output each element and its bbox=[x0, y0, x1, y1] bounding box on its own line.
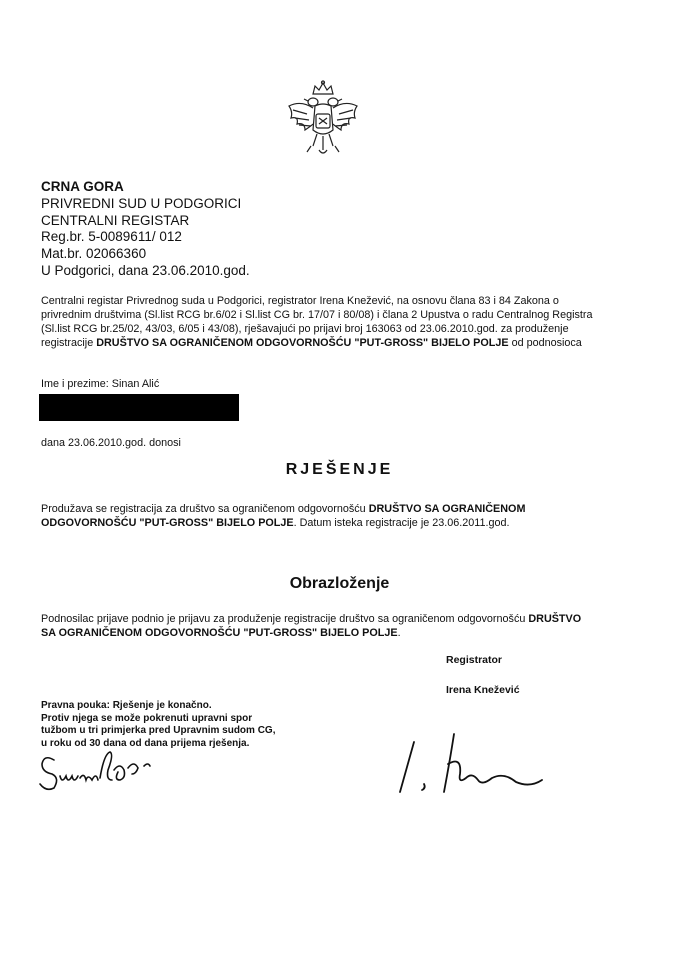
country-name: CRNA GORA bbox=[41, 179, 124, 194]
decision-paragraph bbox=[41, 502, 641, 530]
applicant-signature bbox=[34, 740, 174, 795]
registrar-name: Irena Knežević bbox=[446, 684, 520, 696]
registrar-signature bbox=[392, 730, 552, 800]
intro-line: (Sl.list RCG br.25/02, 43/03, 6/05 i 43/08), rješavajući po prijavi broj 163063 od 23.06.2010.god. za produženje bbox=[41, 323, 569, 335]
intro-line: privrednim društvima (Sl.list RCG br.6/02 i Sl.list CG br. 17/07 i 80/08) i člana 2 Upustva o radu Centralnog Registra bbox=[41, 309, 593, 321]
company-name: DRUŠTVO SA OGRANIČENOM bbox=[368, 503, 526, 515]
intro-paragraph bbox=[41, 294, 636, 350]
legal-notice-line: Pravna pouka: Rješenje je konačno. bbox=[41, 700, 212, 711]
decision-line bbox=[41, 516, 641, 530]
company-name: ODGOVORNOŠĆU "PUT-GROSS" BIJELO POLJE bbox=[41, 517, 294, 529]
intro-line bbox=[41, 336, 636, 350]
company-id-number: Mat.br. 02066360 bbox=[41, 246, 147, 262]
reasoning-title: Obrazloženje bbox=[289, 575, 390, 592]
company-name: SA OGRANIČENOM ODGOVORNOŠĆU "PUT-GROSS" BIJELO POLJE bbox=[41, 627, 398, 639]
legal-notice-line: u roku od 30 dana od dana prijema rješenja. bbox=[41, 737, 250, 749]
decision-line bbox=[41, 502, 641, 516]
company-name: DRUŠTVO SA OGRANIČENOM ODGOVORNOŠĆU "PUT-GROSS" BIJELO POLJE bbox=[96, 337, 509, 349]
reasoning-text: Podnosilac prijave podnio je prijavu za produženje registracije društvo sa ograničenom odgovornošću bbox=[41, 613, 529, 625]
registry-name: CENTRALNI REGISTAR bbox=[41, 212, 190, 228]
legal-notice-line: Protiv njega se može pokrenuti upravni spor bbox=[41, 712, 253, 724]
company-name: DRUŠTVO bbox=[528, 613, 582, 625]
court-name: PRIVREDNI SUD U PODGORICI bbox=[41, 195, 242, 211]
intro-text: registracije bbox=[41, 337, 97, 349]
legal-notice-line: tužbom u tri primjerka pred Upravnim sudom CG, bbox=[41, 725, 276, 737]
reasoning-line bbox=[41, 612, 641, 626]
place-and-date: U Podgorici, dana 23.06.2010.god. bbox=[41, 262, 250, 278]
court-header bbox=[41, 179, 250, 280]
registrar-label: Registrator bbox=[446, 654, 503, 666]
document-title: RJEŠENJE bbox=[285, 461, 394, 478]
intro-text: od podnosioca bbox=[508, 337, 582, 349]
decision-text: Produžava se registracija za društvo sa ograničenom odgovornošću bbox=[41, 503, 369, 515]
decision-text: . Datum isteka registracije je 23.06.2011.god. bbox=[293, 517, 510, 529]
applicant-name: Ime i prezime: Sinan Alić bbox=[41, 378, 160, 390]
redacted-block bbox=[39, 394, 239, 421]
coat-of-arms-emblem bbox=[283, 80, 363, 162]
reasoning-text: . bbox=[397, 627, 401, 639]
registration-number: Reg.br. 5-0089611/ 012 bbox=[41, 229, 182, 245]
intro-line: Centralni registar Privrednog suda u Podgorici, registrator Irena Knežević, na osnovu člana 83 i 84 Zakona o bbox=[41, 295, 559, 307]
decision-date-line: dana 23.06.2010.god. donosi bbox=[41, 437, 181, 449]
reasoning-line bbox=[41, 626, 641, 640]
reasoning-paragraph bbox=[41, 612, 641, 640]
